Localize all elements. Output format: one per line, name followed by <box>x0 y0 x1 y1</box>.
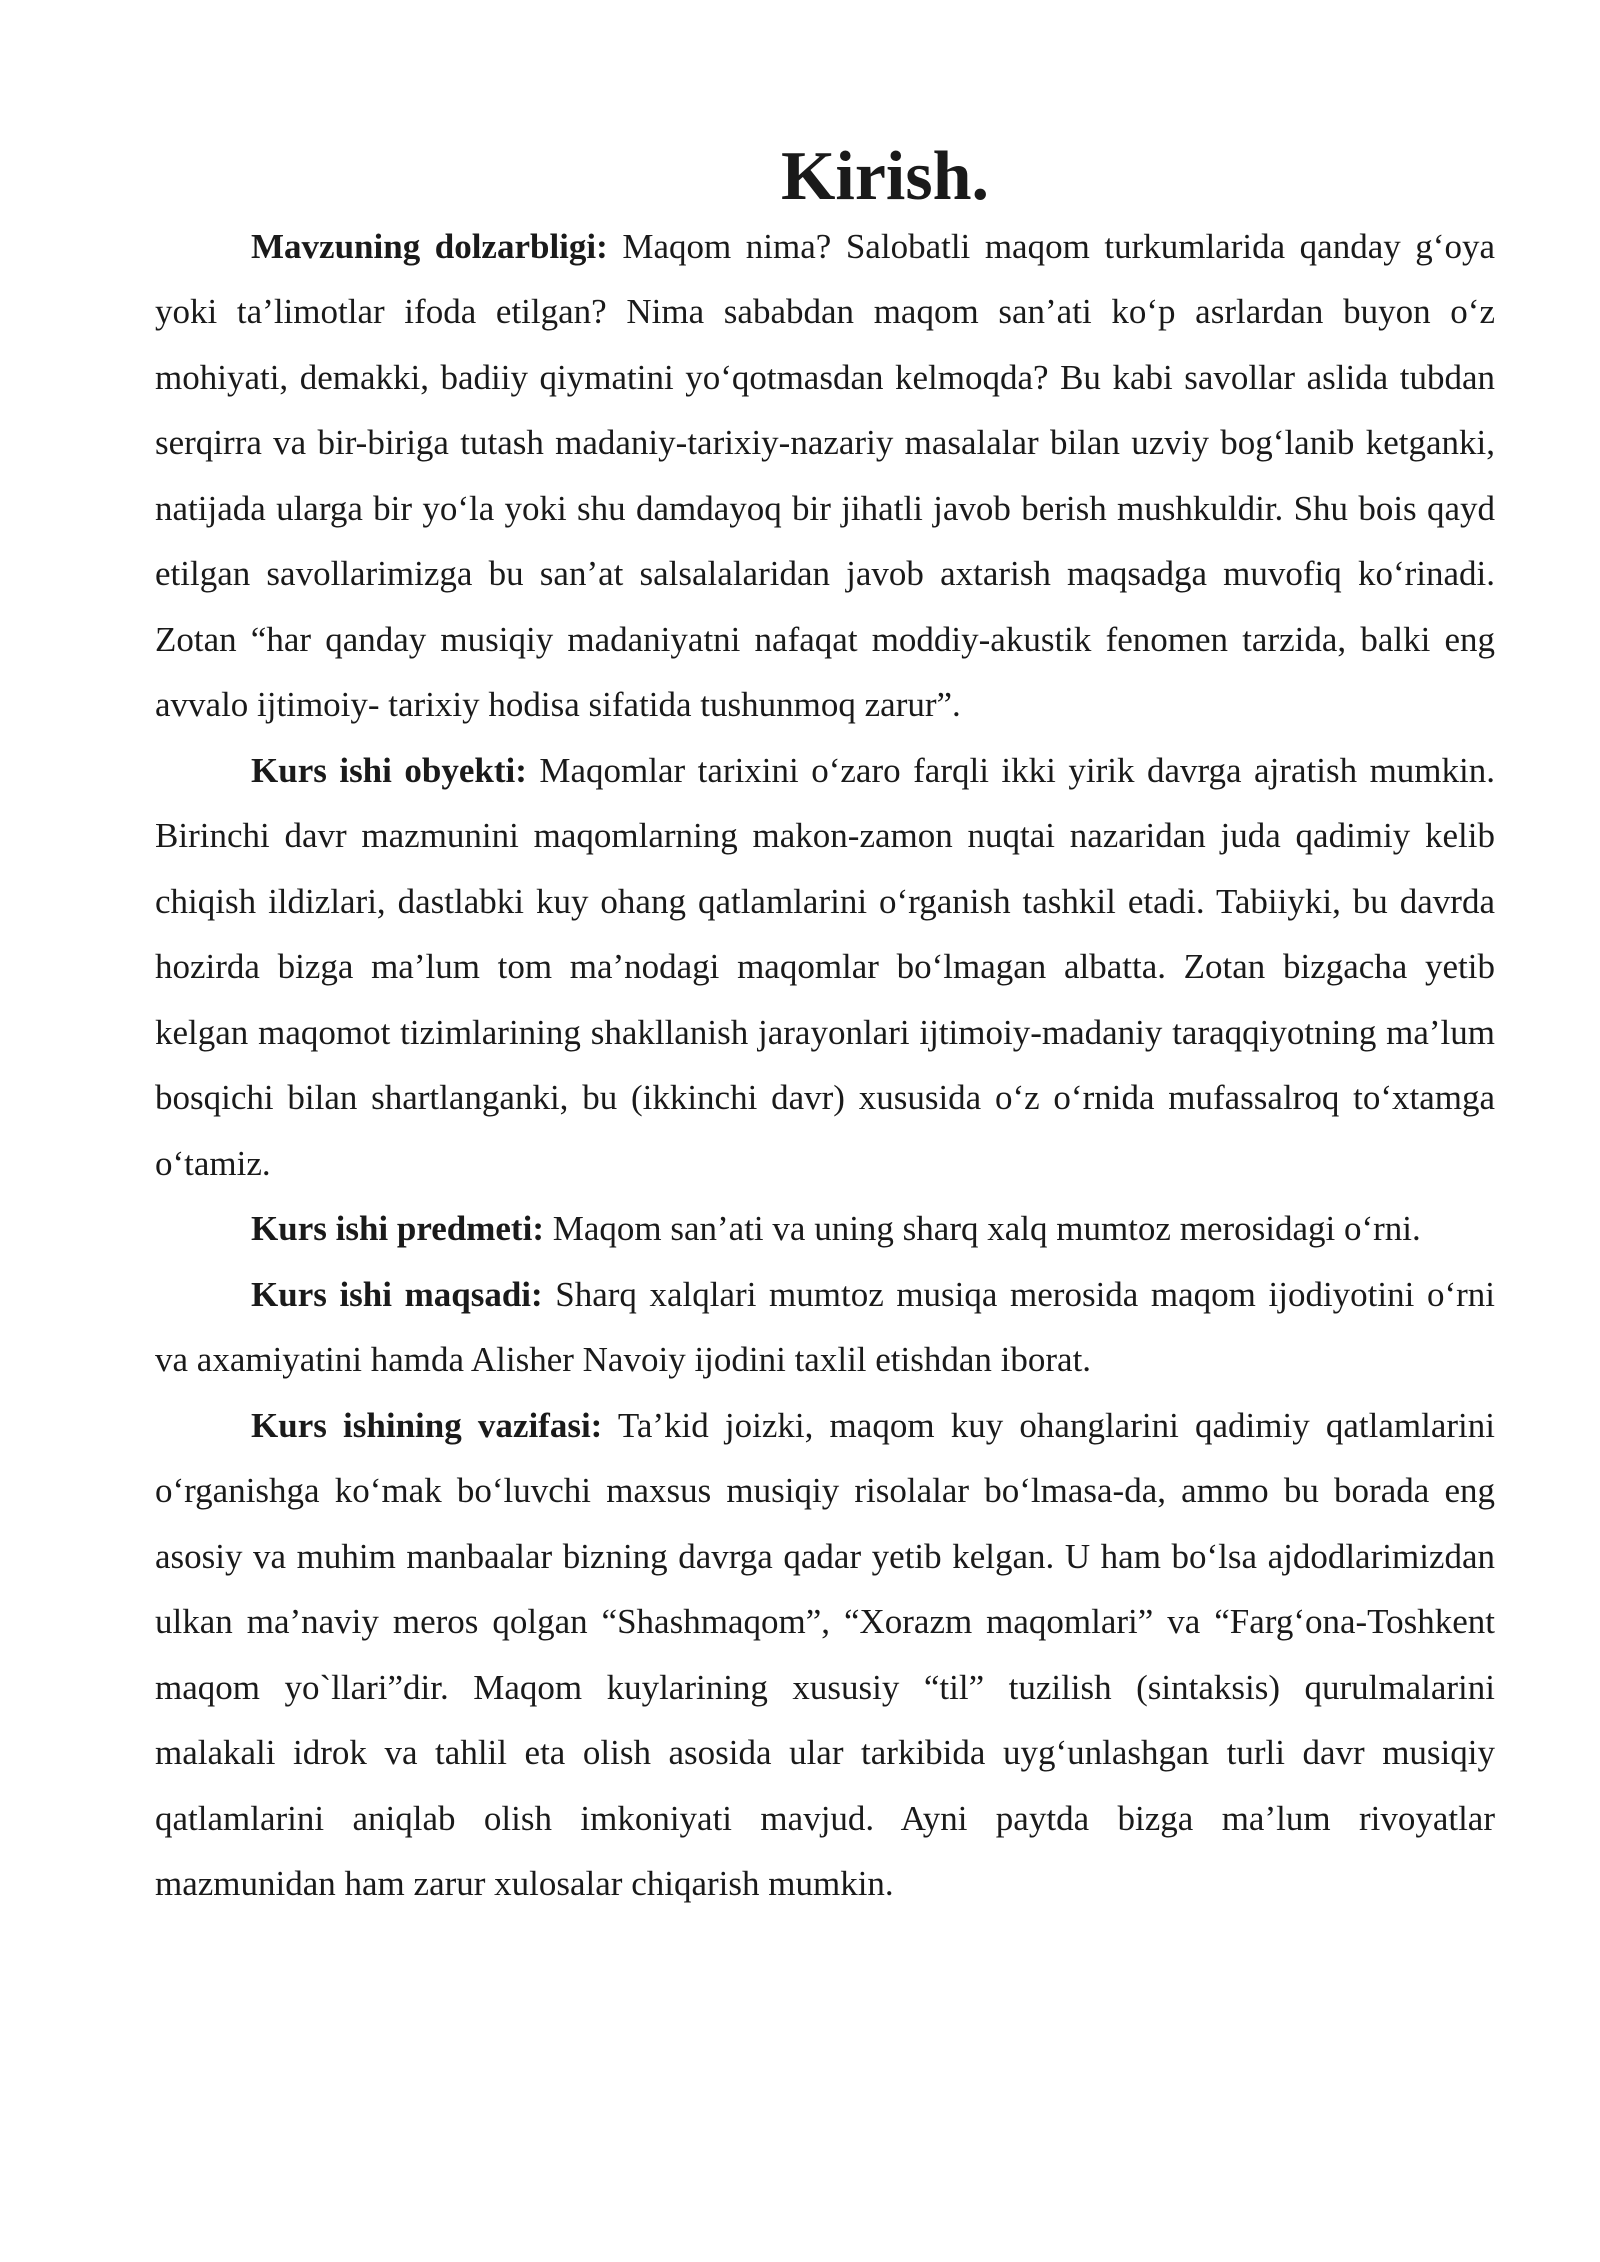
paragraph-goal <box>155 1262 1495 1393</box>
paragraph-lead: Kurs ishining vazifasi: <box>251 1405 603 1445</box>
paragraph-text: Maqomlar tarixini o‘zaro farqli ikki yirik davrga ajratish mumkin. Birinchi davr mazmunini maqomlarning makon-zamon nuqtai nazaridan juda qadimiy kelib chiqish ildizlari, dastlabki kuy ohang qatlamlarini o‘rganish tashkil etadi. Tabiiyki, bu davrda hozirda bizga ma’lum tom ma’nodagi maqomlar bo‘lmagan albatta. Zotan bizgacha yetib kelgan maqomot tizimlarining shakllanish jarayonlari ijtimoiy-madaniy taraqqiyotning ma’lum bosqichi bilan shartlanganki, bu (ikkinchi davr) xususida o‘z o‘rnida mufassalroq to‘xtamga o‘tamiz. <box>155 750 1495 1183</box>
paragraph-text: Maqom nima? Salobatli maqom turkumlarida qanday g‘oya yoki ta’limotlar ifoda etilgan? Nima sababdan maqom san’ati ko‘p asrlardan buyon o‘z mohiyati, demakki, badiiy qiymatini yo‘qotmasdan kelmoqda? Bu kabi savollar aslida tubdan serqirra va bir-biriga tutash madaniy-tarixiy-nazariy masalalar bilan uzviy bog‘lanib ketganki, natijada ularga bir yo‘la yoki shu damdayoq bir jihatli javob berish mushkuldir. Shu bois qayd etilgan savollarimizga bu san’at salsalalaridan javob axtarish maqsadga muvofiq ko‘rinadi. Zotan “har qanday musiqiy madaniyatni nafaqat moddiy-akustik fenomen tarzida, balki eng avvalo ijtimoiy- tarixiy hodisa sifatida tushunmoq zarur”. <box>155 226 1495 724</box>
paragraph-text: Maqom san’ati va uning sharq xalq mumtoz merosidagi o‘rni. <box>543 1209 1421 1248</box>
page-title: Kirish. <box>780 138 990 215</box>
paragraph-text: Sharq xalqlari mumtoz musiqa merosida maqom ijodiyotini o‘rni va axamiyatini hamda Alisher Navoiy ijodini taxlil etishdan iborat. <box>155 1274 1495 1379</box>
paragraph-lead: Kurs ishi predmeti: <box>251 1209 544 1248</box>
paragraph-object <box>155 738 1495 1197</box>
paragraph-lead: Kurs ishi maqsadi: <box>251 1274 543 1314</box>
paragraph-subject <box>155 1196 1495 1262</box>
paragraph-lead: Mavzuning dolzarbligi: <box>251 226 608 266</box>
paragraph-relevance <box>155 214 1495 738</box>
paragraph-lead: Kurs ishi obyekti: <box>251 750 527 790</box>
paragraph-text: Ta’kid joizki, maqom kuy ohanglarini qadimiy qatlamlarini o‘rganishga ko‘mak bo‘luvchi maxsus musiqiy risolalar bo‘lmasa-da, ammo bu borada eng asosiy va muhim manbaalar bizning davrga qadar yetib kelgan. U ham bo‘lsa ajdodlarimizdan ulkan ma’naviy meros qolgan “Shashmaqom”, “Xorazm maqomlari” va “Farg‘ona-Toshkent maqom yo`llari”dir. Maqom kuylarining xususiy “til” tuzilish (sintaksis) qurulmalarini malakali idrok va tahlil eta olish asosida ular tarkibida uyg‘unlashgan turli davr musiqiy qatlamlarini aniqlab olish imkoniyati mavjud. Ayni paytda bizga ma’lum rivoyatlar mazmunidan ham zarur xulosalar chiqarish mumkin. <box>155 1405 1495 1903</box>
paragraph-tasks <box>155 1393 1495 1917</box>
document-page <box>155 138 1495 1917</box>
